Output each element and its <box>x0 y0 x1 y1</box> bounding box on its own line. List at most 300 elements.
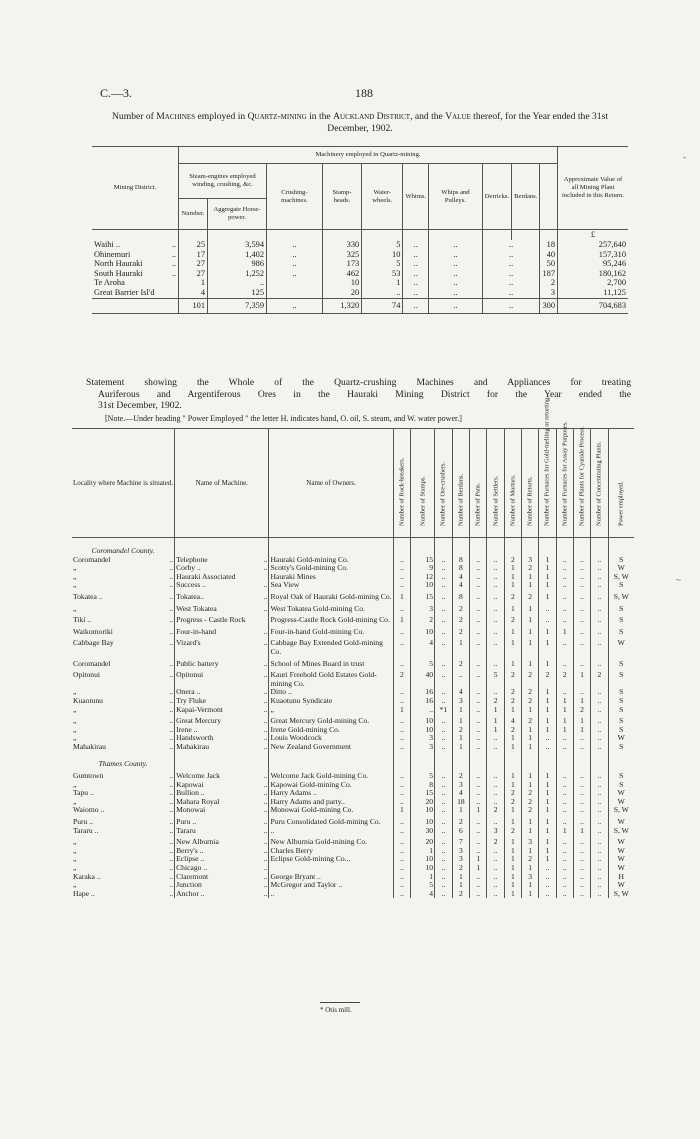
machine-cell <box>175 806 269 815</box>
value-cell: 1 <box>504 835 521 847</box>
value-cell: 17 <box>179 250 208 260</box>
machine-cell <box>175 668 269 688</box>
value-cell: .. <box>393 847 410 856</box>
value-cell: 1 <box>504 855 521 864</box>
value-cell: .. <box>591 890 608 899</box>
col-crushing: Crushing-machines. <box>267 164 323 230</box>
value-cell: 10 <box>410 726 434 735</box>
district-cell <box>92 288 179 298</box>
value-cell: .. <box>470 769 487 781</box>
value-cell: .. <box>470 581 487 590</box>
value-cell: 2 <box>487 806 504 815</box>
value-cell: .. <box>470 743 487 752</box>
value-cell: 1 <box>522 847 539 856</box>
power-cell: S <box>608 769 634 781</box>
value-cell: .. <box>591 743 608 752</box>
total-row <box>92 298 628 313</box>
value-cell: .. <box>435 714 453 726</box>
value-cell: .. <box>487 734 504 743</box>
locality-cell <box>72 706 175 715</box>
leader-dots: .. <box>263 695 268 705</box>
value-cell: 1 <box>522 743 539 752</box>
value-cell: 2 <box>504 556 521 565</box>
value-cell: 2 <box>452 769 470 781</box>
value-cell: .. <box>573 743 590 752</box>
value-cell: 1 <box>539 855 556 864</box>
total-cell: .. <box>267 298 323 313</box>
locality-name: „ <box>73 837 77 847</box>
value-cell: 27 <box>179 259 208 269</box>
value-cell: .. <box>470 657 487 669</box>
locality-name: Opitonui <box>73 670 101 680</box>
empty-cell <box>435 538 453 556</box>
value-cell: 125 <box>208 288 267 298</box>
currency-cell: £ <box>558 230 629 241</box>
value-cell: .. <box>470 625 487 637</box>
value-cell: .. <box>393 573 410 582</box>
value-cell: .. <box>362 288 403 298</box>
machine-name: Chicago .. <box>176 863 208 872</box>
leader-dots: .. <box>263 779 268 789</box>
value-cell: .. <box>573 864 590 873</box>
empty-cell <box>410 538 434 556</box>
value-cell: 1 <box>452 636 470 656</box>
value-cell: .. <box>591 573 608 582</box>
value-cell <box>267 278 323 288</box>
value-cell: .. <box>435 864 453 873</box>
value-cell: 1 <box>393 706 410 715</box>
value-cell: .. <box>393 743 410 752</box>
locality-name: Waiomo .. <box>73 805 105 815</box>
value-cell: .. <box>393 657 410 669</box>
district-cell <box>92 259 179 269</box>
value-cell: .. <box>429 278 483 288</box>
owner-cell: Kauri Freehold Gold Estates Gold-mining Co. <box>269 668 393 688</box>
value-cell: 2 <box>393 668 410 688</box>
col-owners: Name of Owners. <box>269 429 393 538</box>
col-vertical-header <box>539 396 556 538</box>
value-cell: .. <box>470 835 487 847</box>
locality-name: „ <box>73 854 77 864</box>
empty-cell <box>435 751 453 769</box>
locality-name: „ <box>73 687 77 697</box>
value-cell: 15 <box>410 556 434 565</box>
leader-dots: .. <box>263 687 268 697</box>
leader-dots: .. <box>263 805 268 815</box>
value-cell: 2 <box>504 798 521 807</box>
owner-cell: Kuaotunu Syndicate <box>269 697 393 706</box>
value-cell: 1 <box>539 827 556 836</box>
value-cell: 1 <box>573 714 590 726</box>
value-cell: .. <box>470 815 487 827</box>
value-cell: 3 <box>522 873 539 882</box>
value-cell: .. <box>539 613 556 625</box>
locality-name: Tararu .. <box>73 825 99 835</box>
empty-cell <box>487 538 504 556</box>
table-row <box>72 734 634 743</box>
value-cell: 3 <box>522 835 539 847</box>
value-cell: 1 <box>539 688 556 697</box>
owner-cell: McGregor and Taylor .. <box>269 881 393 890</box>
value-cell: .. <box>435 573 453 582</box>
value-cell: .. <box>393 855 410 864</box>
owner-cell: Progress-Castle Rock Gold-mining Co. <box>269 613 393 625</box>
value-cell: .. <box>591 881 608 890</box>
leader-dots: .. <box>263 716 268 726</box>
leader-dots: .. <box>169 615 174 625</box>
locality-name: „ <box>73 563 77 573</box>
value-cell: .. <box>573 590 590 602</box>
value-cell: .. <box>556 613 573 625</box>
value-cell: .. <box>393 726 410 735</box>
value-cell: 2 <box>522 668 539 688</box>
leader-dots: .. <box>169 805 174 815</box>
value-cell: .. <box>435 835 453 847</box>
total-cell: .. <box>403 298 429 313</box>
machine-cell <box>175 636 269 656</box>
empty-cell <box>608 538 634 556</box>
value-cell: .. <box>556 769 573 781</box>
value-cell: 1 <box>410 847 434 856</box>
value-cell: .. <box>591 636 608 656</box>
value-cell: .. <box>393 556 410 565</box>
value-cell: .. <box>591 688 608 697</box>
col-stamp: Stamp-heads. <box>322 164 361 230</box>
value-cell: 1 <box>522 769 539 781</box>
value-cell: 10 <box>410 806 434 815</box>
locality-cell <box>72 636 175 656</box>
leader-dots: .. <box>169 845 174 855</box>
leader-dots: .. <box>263 854 268 864</box>
value-cell: .. <box>435 590 453 602</box>
leader-dots: .. <box>169 771 174 781</box>
value-cell: 1 <box>539 835 556 847</box>
value-cell: .. <box>393 581 410 590</box>
machine-name: Junction <box>176 880 202 890</box>
owner-cell: Kapowai Gold-mining Co. <box>269 781 393 790</box>
table-row <box>72 743 634 752</box>
value-cell: .. <box>487 890 504 899</box>
owner-cell: Puru Consolidated Gold-mining Co. <box>269 815 393 827</box>
col-vertical-header <box>573 426 590 538</box>
table-row <box>72 581 634 590</box>
footnote-rule <box>320 1002 360 1003</box>
value-cell: .. <box>487 798 504 807</box>
value-cell: 8 <box>452 556 470 565</box>
table1-title: Number of Machines employed in Quartz-mining in the Auckland District, and the Value thereof, for the Year ended the 31st December, 1902. <box>112 111 608 134</box>
value-cell: .. <box>487 789 504 798</box>
value-cell: .. <box>539 890 556 899</box>
value-cell: 4 <box>452 573 470 582</box>
leader-dots: .. <box>263 788 268 798</box>
value-cell: 11,125 <box>558 288 629 298</box>
leader-dots: .. <box>263 837 268 847</box>
leader-dots: .. <box>169 687 174 697</box>
value-cell: .. <box>470 564 487 573</box>
value-cell: .. <box>573 734 590 743</box>
machine-name: Hauraki Associated <box>176 571 236 581</box>
district-name: Great Barrier Isl'd <box>94 287 155 297</box>
value-cell: .. <box>403 250 429 260</box>
power-cell: S <box>608 613 634 625</box>
value-cell: .. <box>435 855 453 864</box>
value-cell: 1 <box>504 573 521 582</box>
value-cell: .. <box>556 855 573 864</box>
col-water: Water-wheels. <box>362 164 403 230</box>
value-cell: 8 <box>452 564 470 573</box>
value-cell: .. <box>429 250 483 260</box>
table-row <box>92 269 628 279</box>
col-whims: Whims. <box>403 164 429 230</box>
value-cell: 1 <box>556 697 573 706</box>
leader-dots: .. <box>169 603 174 613</box>
owner-cell: School of Mines Board in trust <box>269 657 393 669</box>
power-cell: W <box>608 835 634 847</box>
locality-name: „ <box>73 845 77 855</box>
value-cell: 1 <box>522 602 539 614</box>
value-cell: .. <box>470 881 487 890</box>
locality-name: „ <box>73 796 77 806</box>
value-cell: 462 <box>322 269 361 279</box>
margin-mark: - <box>683 152 686 162</box>
value-cell: .. <box>556 815 573 827</box>
value-cell: 1 <box>539 581 556 590</box>
value-cell: .. <box>482 250 540 260</box>
value-cell: 2 <box>504 668 521 688</box>
value-cell: .. <box>487 564 504 573</box>
value-cell: .. <box>470 890 487 899</box>
value-cell: 2 <box>452 657 470 669</box>
value-cell: .. <box>591 590 608 602</box>
locality-name: „ <box>73 571 77 581</box>
value-cell: .. <box>573 798 590 807</box>
value-cell: .. <box>393 781 410 790</box>
locality-name: „ <box>73 580 77 590</box>
value-cell: 2 <box>452 890 470 899</box>
leader-dots: .. <box>169 788 174 798</box>
machine-name: Eclipse .. <box>176 854 205 864</box>
leader-dots: .. <box>169 554 174 564</box>
value-cell: 1 <box>487 706 504 715</box>
value-cell: .. <box>556 743 573 752</box>
empty-cell <box>269 538 393 556</box>
value-cell: .. <box>591 714 608 726</box>
report-code: C.—3. <box>100 86 133 100</box>
value-cell: .. <box>470 827 487 836</box>
value-cell: 2 <box>591 668 608 688</box>
value-cell: .. <box>487 864 504 873</box>
value-cell: 4 <box>452 789 470 798</box>
currency-cell <box>512 230 540 241</box>
value-cell: 2 <box>504 613 521 625</box>
machine-cell <box>175 581 269 590</box>
locality-cell <box>72 890 175 899</box>
locality-cell <box>72 827 175 836</box>
value-cell: .. <box>591 706 608 715</box>
leader-dots: .. <box>263 724 268 734</box>
leader-dots: .. <box>171 240 176 249</box>
locality-cell <box>72 602 175 614</box>
machine-name: Welcome Jack <box>176 771 220 781</box>
value-cell: .. <box>470 668 487 688</box>
machine-cell <box>175 890 269 899</box>
locality-name: Coromandel <box>73 658 111 668</box>
value-cell: 1 <box>487 714 504 726</box>
locality-name: Tiki .. <box>73 615 92 625</box>
locality-cell <box>72 613 175 625</box>
machine-cell <box>175 706 269 715</box>
value-cell: 2 <box>522 590 539 602</box>
leader-dots: .. <box>169 733 174 743</box>
locality-name: „ <box>73 716 77 726</box>
value-cell: 10 <box>410 625 434 637</box>
machine-name: Berry's .. <box>176 845 204 855</box>
vertical-header-label: Number of Rock-breakers. <box>398 457 406 526</box>
locality-cell <box>72 581 175 590</box>
locality-cell <box>72 573 175 582</box>
vertical-header-label: Number of Settlers. <box>492 475 500 526</box>
value-cell: 1 <box>504 743 521 752</box>
owner-cell: .. <box>269 890 393 899</box>
value-cell: .. <box>591 581 608 590</box>
leader-dots: .. <box>263 796 268 806</box>
power-cell: W <box>608 847 634 856</box>
machine-name: Anchor .. <box>176 888 205 898</box>
value-cell: .. <box>435 769 453 781</box>
leader-dots: .. <box>169 863 174 872</box>
power-cell: S <box>608 668 634 688</box>
col-locality: Locality where Machine is situated. <box>72 429 175 538</box>
value-cell: .. <box>573 573 590 582</box>
value-cell: 2 <box>504 697 521 706</box>
empty-cell <box>470 751 487 769</box>
value-cell <box>267 288 323 298</box>
value-cell: .. <box>393 864 410 873</box>
machine-cell <box>175 613 269 625</box>
value-cell: .. <box>435 827 453 836</box>
value-cell: .. <box>573 847 590 856</box>
value-cell: 30 <box>410 827 434 836</box>
value-cell: .. <box>393 769 410 781</box>
locality-name: „ <box>73 880 77 890</box>
value-cell: .. <box>487 688 504 697</box>
power-cell: S <box>608 657 634 669</box>
value-cell: 53 <box>362 269 403 279</box>
value-cell: .. <box>487 815 504 827</box>
power-cell: S <box>608 688 634 697</box>
value-cell: .. <box>487 743 504 752</box>
value-cell: 3 <box>410 743 434 752</box>
value-cell: .. <box>482 269 540 279</box>
value-cell: .. <box>435 625 453 637</box>
power-cell: W <box>608 881 634 890</box>
value-cell: 1 <box>539 590 556 602</box>
leader-dots: .. <box>263 554 268 564</box>
empty-cell <box>269 751 393 769</box>
machine-name: Mahara Royal <box>176 796 220 806</box>
value-cell: 1 <box>504 806 521 815</box>
table-row <box>72 835 634 847</box>
value-cell: 2,700 <box>558 278 629 288</box>
locality-cell <box>72 769 175 781</box>
machine-name: Kapowai <box>176 779 204 789</box>
locality-cell <box>72 743 175 752</box>
power-cell: S, W <box>608 806 634 815</box>
value-cell: 1 <box>522 881 539 890</box>
value-cell: .. <box>573 855 590 864</box>
table-row <box>92 240 628 250</box>
empty-cell <box>393 538 410 556</box>
currency-cell <box>267 230 323 241</box>
locality-name: „ <box>73 779 77 789</box>
value-cell: .. <box>452 668 470 688</box>
owner-cell: George Bryant .. <box>269 873 393 882</box>
machine-cell <box>175 743 269 752</box>
value-cell: .. <box>403 259 429 269</box>
value-cell: 1 <box>539 636 556 656</box>
value-cell: .. <box>591 625 608 637</box>
empty-cell <box>591 538 608 556</box>
value-cell: 2 <box>522 714 539 726</box>
locality-cell <box>72 789 175 798</box>
value-cell: .. <box>487 573 504 582</box>
table-row <box>72 769 634 781</box>
vertical-header-label: Number of Furnaces for Gold-melting or retorting. <box>543 396 551 526</box>
currency-cell <box>322 230 361 241</box>
locality-name: Cabbage Bay <box>73 638 114 648</box>
value-cell: .. <box>573 781 590 790</box>
value-cell: 1 <box>539 769 556 781</box>
col-vertical-header <box>504 429 521 538</box>
value-cell: .. <box>435 873 453 882</box>
col-number: Number. <box>179 199 208 230</box>
value-cell: 10 <box>362 250 403 260</box>
value-cell: 1 <box>504 781 521 790</box>
machine-name: West Tokatea <box>176 603 217 613</box>
value-cell: 1 <box>504 625 521 637</box>
table-row <box>72 697 634 706</box>
district-cell <box>92 278 179 288</box>
locality-name: Coromandel <box>73 554 111 564</box>
value-cell: .. <box>393 798 410 807</box>
vertical-header-label: Number of Furnaces for Assay Purposes. <box>561 421 569 526</box>
value-cell: 2 <box>410 613 434 625</box>
value-cell: .. <box>470 798 487 807</box>
table-row <box>92 250 628 260</box>
page-number: 188 <box>355 86 373 100</box>
value-cell: .. <box>487 613 504 625</box>
table-row <box>72 564 634 573</box>
value-cell: .. <box>435 806 453 815</box>
locality-cell <box>72 590 175 602</box>
vertical-header-label: Number of Concentrating Plants. <box>595 441 603 526</box>
value-cell: 1,402 <box>208 250 267 260</box>
locality-name: „ <box>73 704 77 714</box>
value-cell: .. <box>393 827 410 836</box>
district-cell <box>92 240 179 250</box>
value-cell: .. <box>470 613 487 625</box>
table-row <box>72 657 634 669</box>
value-cell: .. <box>591 827 608 836</box>
leader-dots: .. <box>169 658 174 668</box>
table-row <box>72 706 634 715</box>
empty-cell <box>393 751 410 769</box>
value-cell: 2 <box>452 815 470 827</box>
machine-name: Kapai-Vermont <box>176 704 223 714</box>
power-cell: S <box>608 581 634 590</box>
value-cell: 18 <box>452 798 470 807</box>
value-cell: .. <box>556 847 573 856</box>
